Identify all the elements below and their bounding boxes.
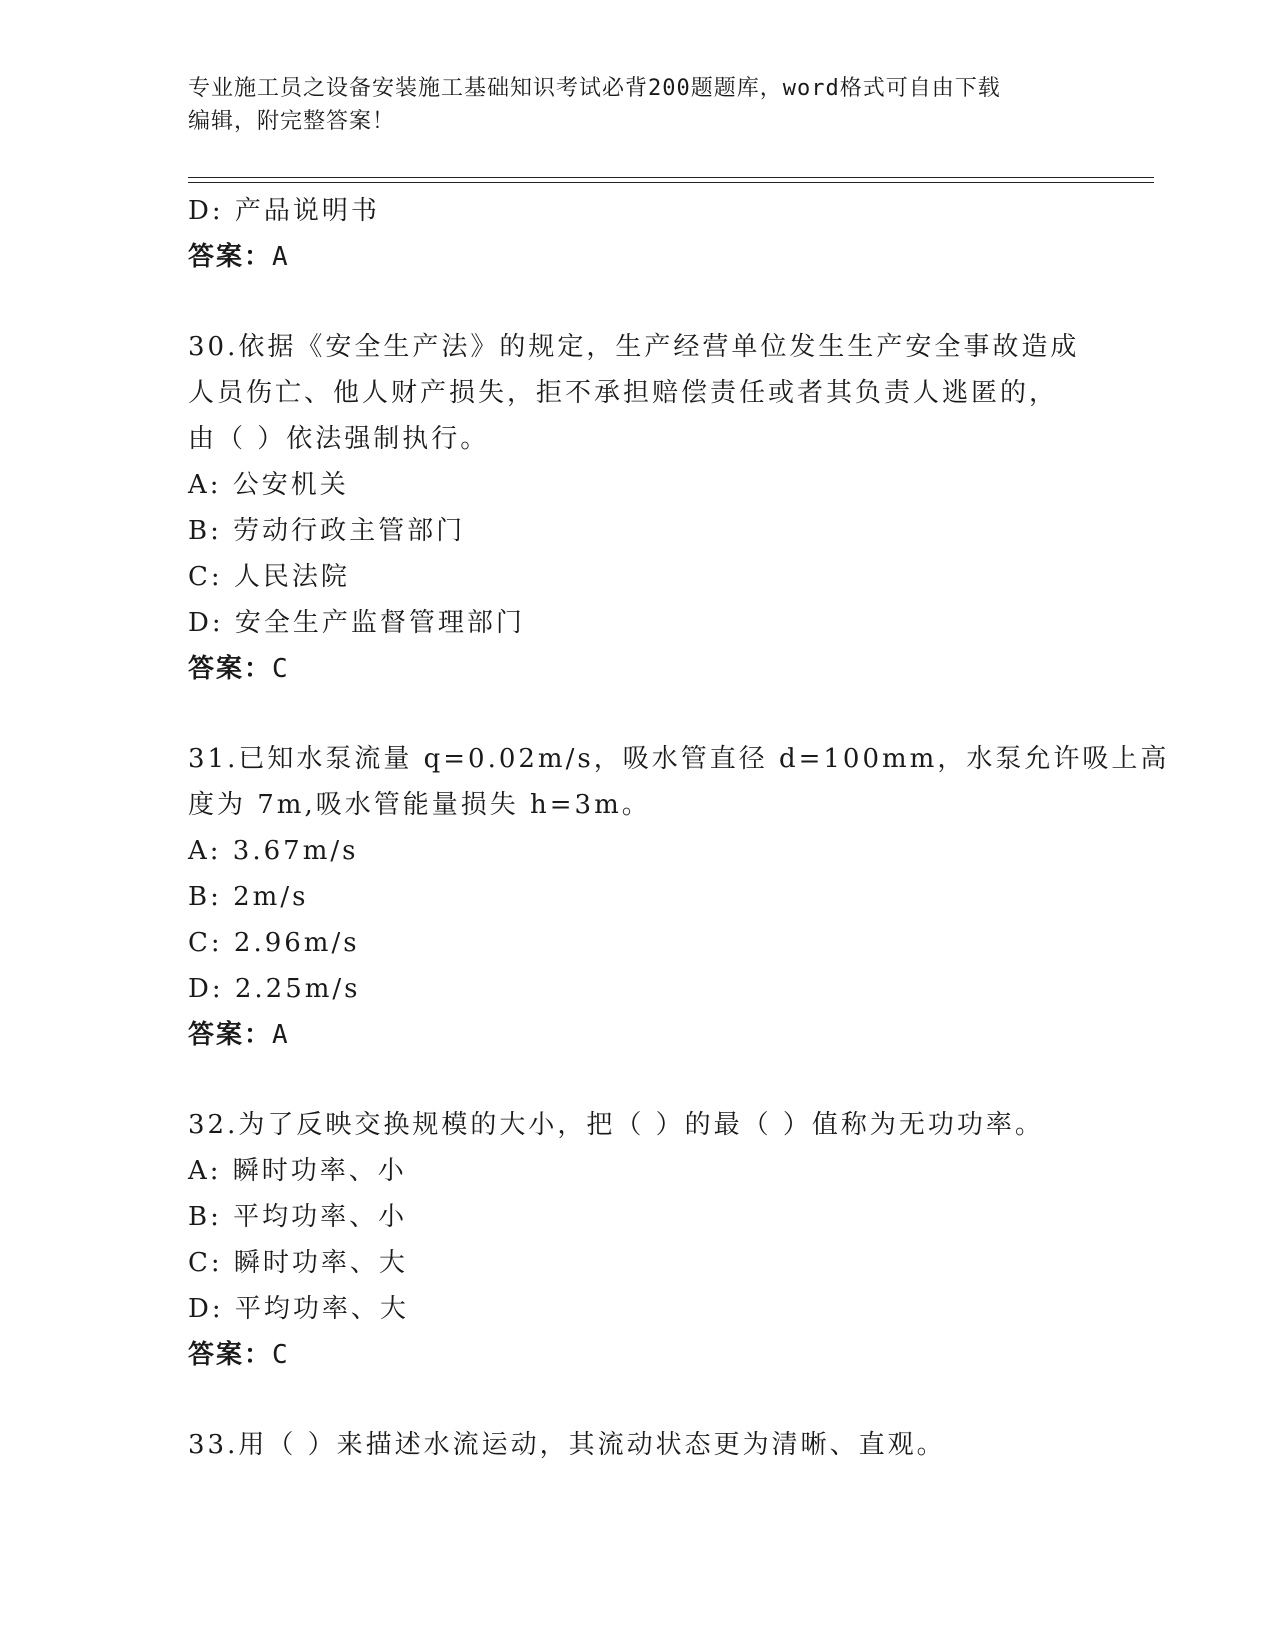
question-line: 32.为了反映交换规模的大小，把（ ）的最（ ）值称为无功功率。 [188, 1110, 1044, 1140]
answer-value: C [272, 1340, 289, 1370]
option-d: D: 产品说明书 [188, 196, 380, 226]
spacer [188, 280, 1088, 324]
answer-label: 答案： [188, 242, 273, 272]
header-line-2: 编辑，附完整答案！ [188, 109, 396, 134]
spacer [188, 692, 1088, 736]
answer-line [188, 646, 1088, 692]
option-b: B: 2m/s [188, 882, 309, 912]
spacer [188, 1378, 1088, 1422]
header-divider-bottom [188, 182, 1154, 183]
question-text [188, 1422, 1088, 1468]
answer-value: A [272, 242, 289, 272]
answer-label: 答案： [188, 654, 273, 684]
question-line: 30.依据《安全生产法》的规定，生产经营单位发生生产安全事故造成 [188, 332, 1080, 362]
answer-line [188, 234, 1088, 280]
option-d: D: 安全生产监督管理部门 [188, 608, 525, 638]
option-a: A: 瞬时功率、小 [188, 1156, 407, 1186]
question-line: 33.用（ ）来描述水流运动，其流动状态更为清晰、直观。 [188, 1430, 946, 1460]
document-header [188, 72, 1088, 138]
answer-line [188, 1012, 1088, 1058]
question-33 [188, 1422, 1088, 1468]
question-text [188, 324, 1088, 462]
question-line: 人员伤亡、他人财产损失，拒不承担赔偿责任或者其负责人逃匿的， [188, 378, 1059, 408]
option-b: B: 平均功率、小 [188, 1202, 408, 1232]
answer-value: C [272, 654, 289, 684]
question-32 [188, 1102, 1088, 1378]
option-c: C: 人民法院 [188, 562, 350, 592]
answer-value: A [272, 1020, 289, 1050]
previous-question-tail [188, 188, 1088, 280]
answer-line [188, 1332, 1088, 1378]
question-line: 度为 7m,吸水管能量损失 h=3m。 [188, 790, 651, 820]
question-text [188, 1102, 1088, 1148]
option-a: A: 公安机关 [188, 470, 349, 500]
question-31 [188, 736, 1170, 1058]
header-divider-top [188, 177, 1154, 178]
document-body [188, 188, 1170, 1468]
option-c: C: 2.96m/s [188, 928, 360, 958]
spacer [188, 1058, 1088, 1102]
option-d: D: 2.25m/s [188, 974, 361, 1004]
question-30 [188, 324, 1088, 692]
answer-label: 答案： [188, 1340, 273, 1370]
question-line: 由（ ）依法强制执行。 [188, 424, 490, 454]
option-b: B: 劳动行政主管部门 [188, 516, 466, 546]
option-c: C: 瞬时功率、大 [188, 1248, 408, 1278]
question-text [188, 736, 1170, 828]
header-line-1: 专业施工员之设备安装施工基础知识考试必背200题题库，word格式可自由下载 [188, 76, 1001, 101]
option-a: A: 3.67m/s [188, 836, 359, 866]
answer-label: 答案： [188, 1020, 273, 1050]
option-d: D: 平均功率、大 [188, 1294, 409, 1324]
question-line: 31.已知水泵流量 q=0.02m/s，吸水管直径 d=100mm，水泵允许吸上高 [188, 744, 1170, 774]
